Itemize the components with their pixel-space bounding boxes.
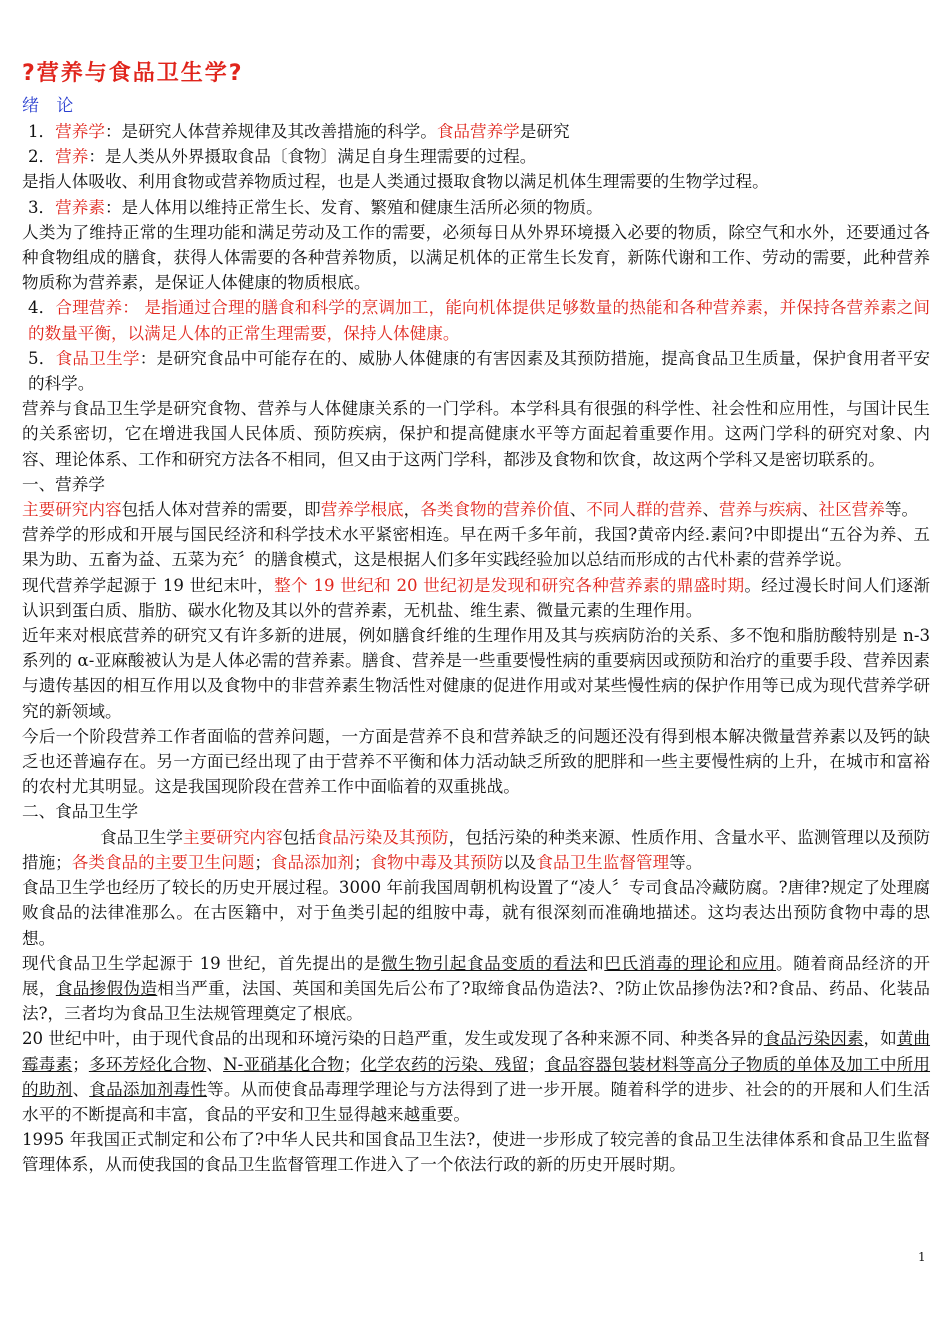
def-text: ：是研究食品中可能存在的、威胁人体健康的有害因素及其预防措施，提高食品卫生质量，保护食用者平安的科学。 bbox=[28, 348, 931, 394]
text: 、 bbox=[569, 500, 587, 520]
underlined-term: 食品容器包装材料等高分子物质的单体及加工中所用的助剂 bbox=[22, 1054, 931, 1099]
text: 、 bbox=[206, 1054, 224, 1074]
text: ； bbox=[343, 1054, 361, 1074]
underlined-term: 食品掺假伪造 bbox=[55, 978, 158, 998]
def-term: 营养学 bbox=[55, 122, 105, 141]
definition-3-detail: 人类为了维持正常的生理功能和满足劳动及工作的需要，必须每日从外界环境摄入必要的物质，除空气和水外，还要通过各种食物组成的膳食，获得人体需要的各种营养物质，以满足机体的正常生长发育，新陈代谢和工作、劳动的需要，此种营养物质称为营养素，是保证人体健康的物质根底。 bbox=[22, 222, 930, 293]
highlight: 食品卫生监督管理 bbox=[536, 852, 670, 872]
highlight: 社区营养 bbox=[818, 500, 885, 520]
def-text: ：是人体用以维持正常生长、发育、繁殖和健康生活所必须的物质。 bbox=[104, 197, 603, 217]
text: ，包括污染的种类来源、性质作用、含量水平、监测管理以及预防措施； bbox=[22, 827, 931, 872]
def-number: 4． bbox=[28, 298, 56, 318]
def-text: ：是研究人体营养规律及其改善措施的科学。 bbox=[104, 122, 437, 141]
text: 包括 bbox=[282, 827, 316, 847]
section-1-para-5: 今后一个阶段营养工作者面临的营养问题，一方面是营养不良和营养缺乏的问题还没有得到根本解决微量营养素以及钙的缺乏也还普遍存在。另一方面已经出现了由于营养不平衡和体力活动缺乏所致的肥胖和一些主要慢性病的上升，在城市和富裕的农村尤其明显。这是我国现阶段在营养工作中面临着的双重挑战。 bbox=[22, 726, 930, 797]
chapter-heading: 绪 论 bbox=[22, 96, 80, 116]
text: ； bbox=[528, 1054, 545, 1074]
underlined-term: 食品污染因素 bbox=[763, 1029, 864, 1049]
def-term: 合理营养 bbox=[55, 298, 123, 318]
section-2-para-3 bbox=[22, 951, 930, 1027]
text: 以及 bbox=[503, 852, 537, 872]
def-number: 1． bbox=[28, 122, 56, 141]
section-2-para-4 bbox=[22, 1026, 930, 1127]
text: 包括人体对营养的需要，即 bbox=[121, 500, 321, 520]
underlined-term: 巴氏消毒的理论和应用 bbox=[604, 953, 777, 973]
underlined-term: 黄曲霉毒素 bbox=[22, 1029, 931, 1074]
definition-3 bbox=[22, 195, 930, 220]
definition-2 bbox=[22, 144, 930, 169]
text: ， bbox=[403, 500, 421, 520]
underlined-term: 化学农药的污染、残留 bbox=[360, 1054, 529, 1074]
highlight: 各类食品的主要卫生问题 bbox=[71, 852, 255, 872]
def-number: 2． bbox=[28, 147, 56, 167]
text: 20 世纪中叶，由于现代食品的出现和环境污染的日趋严重，发生或发现了各种来源不同、种类各异的 bbox=[22, 1029, 764, 1049]
def-number: 3． bbox=[28, 197, 56, 217]
highlight: 营养与疾病 bbox=[718, 500, 802, 520]
definition-4 bbox=[22, 295, 930, 345]
section-1-para-3 bbox=[22, 573, 930, 623]
text: 。经过漫长时间人们逐渐认识到蛋白质、脂肪、碳水化物及其以外的营养素，无机盐、维生素、微量元素的生理作用。 bbox=[22, 575, 931, 620]
text: ； bbox=[254, 852, 271, 872]
definition-1 bbox=[22, 119, 930, 144]
section-2-para-2: 食品卫生学也经历了较长的历史开展过程。3000 年前我国周朝机构设置了“凌人〞专司食品冷藏防腐。?唐律?规定了处理腐败食品的法律准那么。在古医籍中，对于鱼类引起的组胺中毒，就有很深刻而准确地描述。这均表达出预防食物中毒的思想。 bbox=[22, 878, 930, 948]
section-2-para-5: 1995 年我国正式制定和公布了?中华人民共和国食品卫生法?，使进一步形成了较完善的食品卫生法律体系和食品卫生监督管理体系，从而使我国的食品卫生监督管理工作进入了一个依法行政的新的历史开展时期。 bbox=[22, 1130, 930, 1175]
section-2-para-1 bbox=[22, 825, 930, 875]
text: 、 bbox=[72, 1079, 90, 1099]
highlight: 主要研究内容 bbox=[22, 500, 122, 520]
def-term: 食品营养学 bbox=[436, 122, 520, 141]
highlight: 营养学根底 bbox=[320, 500, 404, 520]
highlight: 不同人群的营养 bbox=[586, 500, 703, 520]
section-1-para-4: 近年来对根底营养的研究又有许多新的进展，例如膳食纤维的生理作用及其与疾病防治的关系、多不饱和脂肪酸特别是 n-3 系列的 α-亚麻酸被认为是人体必需的营养素。膳食、营养是一些重要慢性病的重要病因或预防和治疗的重要手段、营养因素与遗传基因的相互作用以及食物中的非营养素生物活性对健康的促进作用或对某些慢性病的保护作用等已成为现代营养学研究的新领域。 bbox=[22, 626, 930, 721]
def-text: ： 是指通过合理的膳食和科学的烹调加工，能向机体提供足够数量的热能和各种营养素，并保持各营养素之间的数量平衡，以满足人体的正常生理需要，保持人体健康。 bbox=[28, 298, 930, 343]
underlined-term: 食品添加剂毒性 bbox=[89, 1079, 208, 1099]
document-body bbox=[22, 58, 930, 1178]
underlined-term: 多环芳烃化合物 bbox=[88, 1054, 207, 1074]
highlight: 食品添加剂 bbox=[270, 852, 354, 872]
text: 现代营养学起源于 19 世纪末叶， bbox=[22, 575, 275, 595]
underlined-term: N-亚硝基化合物 bbox=[223, 1054, 344, 1074]
text: 。随着商品经济的开展， bbox=[22, 953, 931, 998]
highlight: 食物中毒及其预防 bbox=[370, 852, 504, 872]
def-term: 营养素 bbox=[55, 197, 105, 217]
section-1-para-1 bbox=[22, 497, 930, 522]
def-term: 营养 bbox=[55, 147, 89, 167]
section-2-heading: 二、食品卫生学 bbox=[22, 802, 139, 822]
section-1-para-2: 营养学的形成和开展与国民经济和科学技术水平紧密相连。早在两千多年前，我国?黄帝内经.素问?中即提出“五谷为养、五果为助、五畜为益、五菜为充〞的膳食模式，这是根据人们多年实践经验加以总结而形成的古代朴素的营养学说。 bbox=[22, 525, 930, 570]
def-text: ：是人类从外界摄取食品〔食物〕满足自身生理需要的过程。 bbox=[88, 147, 537, 167]
highlight: 食品污染及其预防 bbox=[315, 827, 449, 847]
underlined-term: 微生物引起食品变质的看法 bbox=[381, 953, 588, 973]
text: 现代食品卫生学起源于 19 世纪，首先提出的是 bbox=[22, 953, 382, 973]
text: 和 bbox=[587, 953, 605, 973]
text: 、 bbox=[801, 500, 819, 520]
def-number: 5． bbox=[28, 348, 56, 368]
text: 相当严重，法国、英国和美国先后公布了?取缔食品伪造法?、?防止饮品掺伪法?和?食品、药品、化装品法?，三者均为食品卫生法规管理奠定了根底。 bbox=[22, 978, 931, 1024]
document-title: ?营养与食品卫生学? bbox=[22, 61, 244, 86]
intro-paragraph: 营养与食品卫生学是研究食物、营养与人体健康关系的一门学科。本学科具有很强的科学性、社会性和应用性，与国计民生的关系密切，它在增进我国人民体质、预防疾病，保护和提高健康水平等方面起着重要作用。这两门学科的研究对象、内容、理论体系、工作和研究方法各不相同，但又由于这两门学科，都涉及食物和饮食，故这两个学科又是密切联系的。 bbox=[22, 399, 930, 469]
text: 等。从而使食品毒理学理论与方法得到了进一步开展。随着科学的进步、社会的的开展和人们生活水平的不断提高和丰富，食品的平安和卫生显得越来越重要。 bbox=[22, 1079, 931, 1124]
text: ； bbox=[353, 852, 371, 872]
text: ，如 bbox=[863, 1029, 897, 1049]
section-1-heading: 一、营养学 bbox=[22, 474, 105, 494]
definition-5 bbox=[22, 346, 930, 396]
text: 、 bbox=[702, 500, 719, 520]
definition-2-detail: 是指人体吸收、利用食物或营养物质过程，也是人类通过摄取食物以满足机体生理需要的生物学过程。 bbox=[22, 172, 769, 192]
highlight: 整个 19 世纪和 20 世纪初是发现和研究各种营养素的鼎盛时期 bbox=[274, 575, 745, 595]
text: 等。 bbox=[884, 500, 919, 520]
highlight: 各类食物的营养价值 bbox=[420, 500, 570, 520]
def-term: 食品卫生学 bbox=[55, 348, 140, 368]
highlight: 主要研究内容 bbox=[183, 827, 283, 847]
text: 等。 bbox=[669, 852, 703, 872]
text: ； bbox=[72, 1054, 89, 1074]
text: 食品卫生学 bbox=[100, 827, 184, 847]
page-number: 1 bbox=[918, 1250, 926, 1264]
def-text: 是研究 bbox=[519, 122, 570, 141]
